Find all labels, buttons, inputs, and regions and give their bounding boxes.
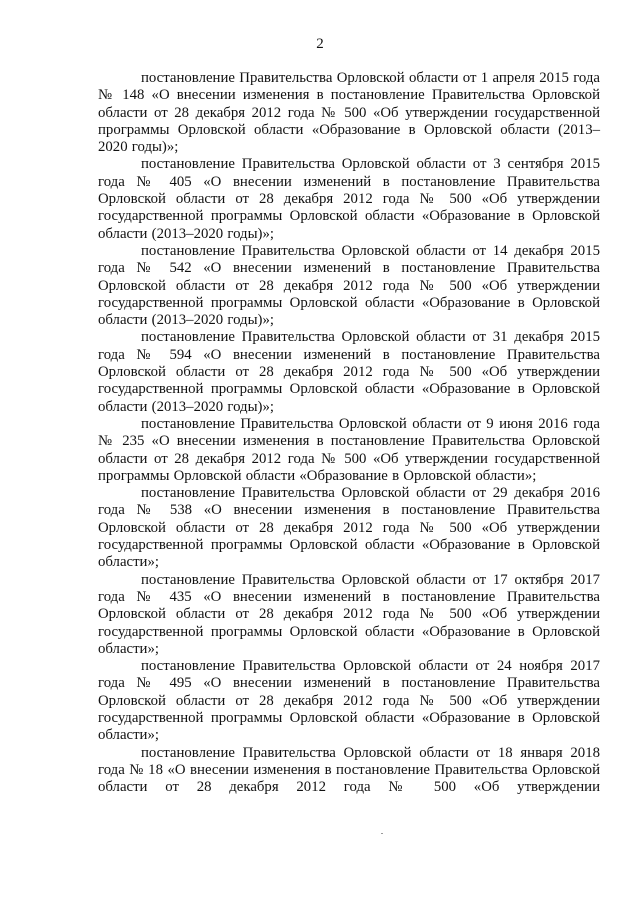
document-body: [98, 70, 600, 796]
list-item: постановление Правительства Орловской области от 18 января 2018 года № 18 «О внесении изменения в постановление Правительства Орловской области от 28 декабря 2012 года № 500 «Об утверждении: [98, 744, 600, 796]
list-item: постановление Правительства Орловской области от 3 сентября 2015 года № 405 «О внесении изменений в постановление Правительства Орловской области от 28 декабря 2012 года № 500 «Об утверждении государственной программы Орловской области «Образование в Орловской области (2013–2020 годы)»;: [98, 156, 600, 242]
page-number: 2: [316, 36, 324, 52]
scan-speck: [381, 833, 383, 834]
list-item: постановление Правительства Орловской области от 29 декабря 2016 года № 538 «О внесении изменения в постановление Правительства Орловской области от 28 декабря 2012 года № 500 «Об утверждении государственной программы Орловской области «Образование в Орловской области»;: [98, 485, 600, 571]
list-item: постановление Правительства Орловской области от 1 апреля 2015 года № 148 «О внесении изменения в постановление Правительства Орловской области от 28 декабря 2012 года № 500 «Об утверждении государственной программы Орловской области «Образование в Орловской области (2013–2020 годы)»;: [98, 70, 600, 156]
list-item: постановление Правительства Орловской области от 14 декабря 2015 года № 542 «О внесении изменений в постановление Правительства Орловской области от 28 декабря 2012 года № 500 «Об утверждении государственной программы Орловской области «Образование в Орловской области (2013–2020 годы)»;: [98, 242, 600, 329]
list-item: постановление Правительства Орловской области от 17 октября 2017 года № 435 «О внесении изменений в постановление Правительства Орловской области от 28 декабря 2012 года № 500 «Об утверждении государственной программы Орловской области «Образование в Орловской области»;: [98, 571, 600, 657]
list-item: постановление Правительства Орловской области от 9 июня 2016 года № 235 «О внесении изменения в постановление Правительства Орловской области от 28 декабря 2012 года № 500 «Об утверждении государственной программы Орловской области «Образование в Орловской области»;: [98, 415, 600, 484]
list-item: постановление Правительства Орловской области от 24 ноября 2017 года № 495 «О внесении изменений в постановление Правительства Орловской области от 28 декабря 2012 года № 500 «Об утверждении государственной программы Орловской области «Образование в Орловской области»;: [98, 658, 600, 744]
list-item: постановление Правительства Орловской области от 31 декабря 2015 года № 594 «О внесении изменений в постановление Правительства Орловской области от 28 декабря 2012 года № 500 «Об утверждении государственной программы Орловской области «Образование в Орловской области (2013–2020 годы)»;: [98, 329, 600, 415]
